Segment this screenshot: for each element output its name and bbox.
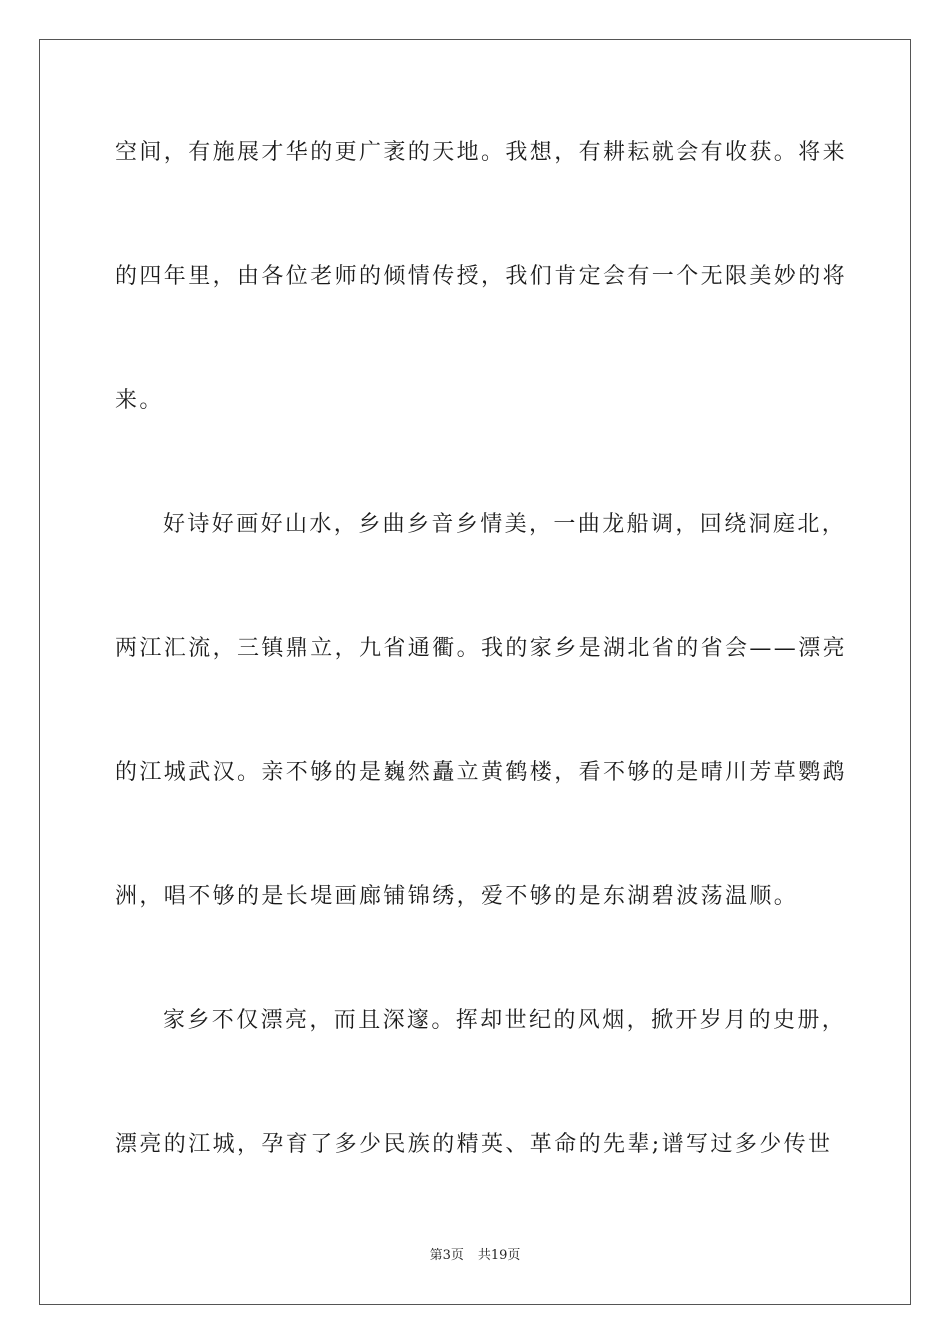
page-total: 共19页 (477, 1248, 521, 1263)
text-line-7: 洲，唱不够的是长堤画廊铺锦绣，爱不够的是东湖碧波荡温顺。 (115, 884, 799, 909)
text-line-3: 来。 (115, 388, 164, 413)
text-line-9: 漂亮的江城，孕育了多少民族的精英、革命的先辈;谱写过多少传世 (115, 1132, 833, 1157)
text-line-5: 两江汇流，三镇鼎立，九省通衢。我的家乡是湖北省的省会——漂亮 (115, 636, 848, 661)
paragraph-2-line-1: 好诗好画好山水，乡曲乡音乡情美，一曲龙船调，回绕洞庭北， (163, 512, 847, 537)
text-line-2: 的四年里，由各位老师的倾情传授，我们肯定会有一个无限美妙的将 (115, 264, 848, 289)
paragraph-3-line-1: 家乡不仅漂亮，而且深邃。挥却世纪的风烟，掀开岁月的史册， (163, 1008, 847, 1033)
page-border (39, 39, 911, 1305)
page-footer (0, 1247, 950, 1265)
page-number: 第3页 (429, 1248, 464, 1263)
text-line-6: 的江城武汉。亲不够的是巍然矗立黄鹤楼，看不够的是晴川芳草鹦鹉 (115, 760, 848, 785)
text-line-1: 空间，有施展才华的更广袤的天地。我想，有耕耘就会有收获。将来 (115, 140, 848, 165)
